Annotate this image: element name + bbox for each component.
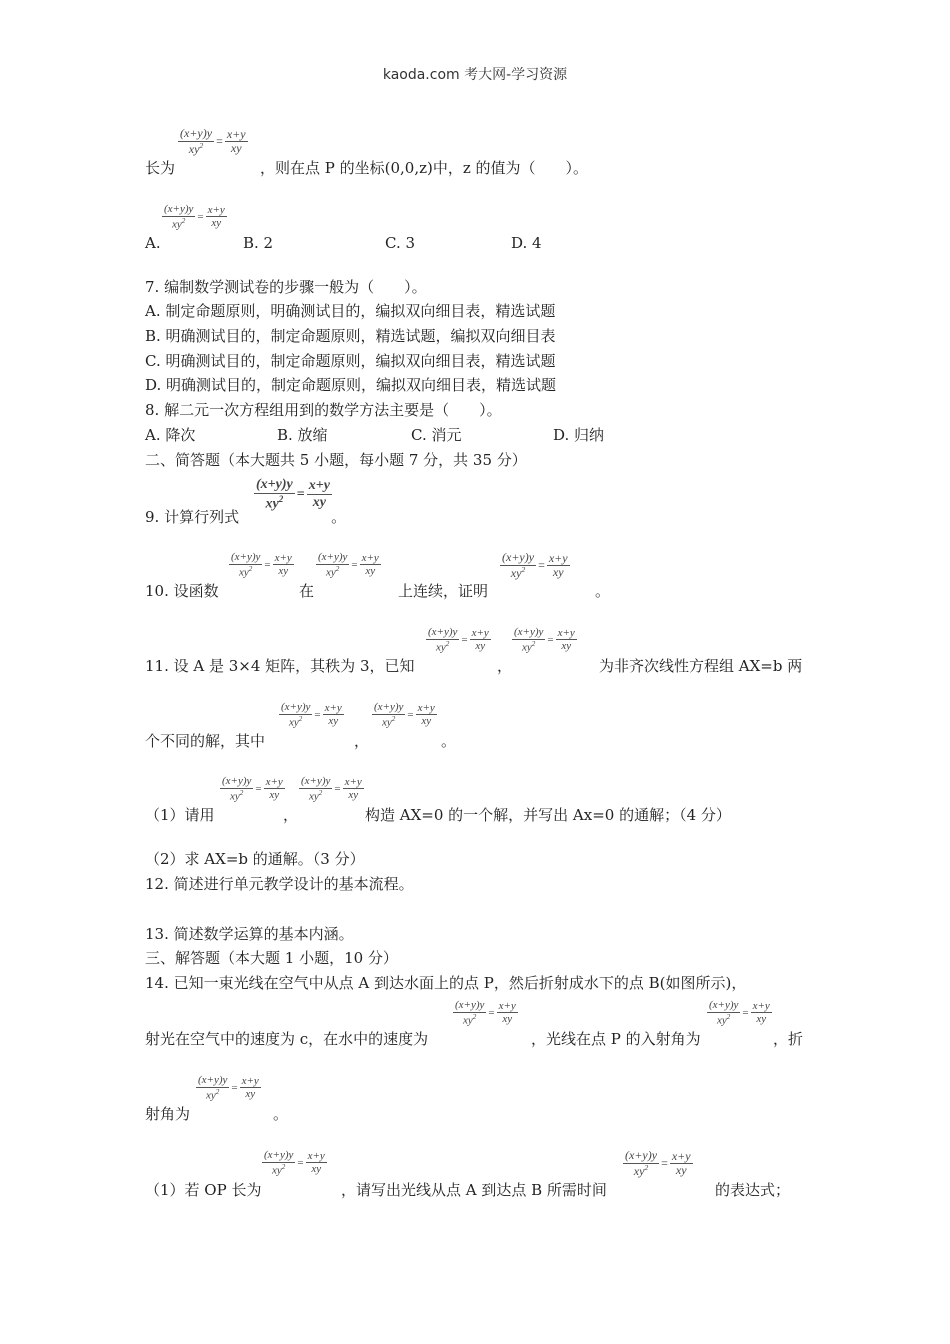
formula-image: $\frac{(x+y)y}{xy^2}$ = $\frac{x+y}{xy}$ xyxy=(455,999,516,1027)
q8-stem: 8. 解二元一次方程组用到的数学方法主要是（ ）。 xyxy=(145,401,502,419)
formula-image: $\frac{(x+y)y}{xy^2}$ = $\frac{x+y}{xy}$ xyxy=(231,551,292,579)
formula-container xyxy=(279,700,344,729)
q8-option-b: B. 放缩 xyxy=(277,426,328,444)
q14-part1 xyxy=(145,1180,791,1200)
formula-container xyxy=(178,126,248,157)
q11-line2 xyxy=(145,731,457,751)
q7-option-b: B. 明确测试目的，制定命题原则，精选试题，编拟双向细目表 xyxy=(145,327,556,345)
q14-line1: 14. 已知一束光线在空气中从点 A 到达水面上的点 P，然后折射成水下的点 B(如图所示)， xyxy=(145,974,747,992)
formula-image: $\frac{(x+y)y}{xy^2}$ = $\frac{x+y}{xy}$ xyxy=(301,775,362,803)
formula-image: $\frac{(x+y)y}{xy^2}$ = $\frac{x+y}{xy}$ xyxy=(374,701,435,729)
q11-text-post: 为非齐次线性方程组 AX=b 两 xyxy=(599,657,803,675)
q14-text-speed: 射光在空气中的速度为 c，在水中的速度为 xyxy=(145,1030,429,1048)
q10-period: 。 xyxy=(595,582,611,600)
formula-image: $\frac{(x+y)y}{xy^2}$ = $\frac{x+y}{xy}$ xyxy=(256,477,330,512)
q11-comma-3: ， xyxy=(283,806,299,824)
formula-image: $\frac{(x+y)y}{xy^2}$ = $\frac{x+y}{xy}$ xyxy=(222,775,283,803)
q6-line xyxy=(145,158,588,178)
q10-text-in: 在 xyxy=(299,582,315,600)
q14-part1-pre: （1）若 OP 长为 xyxy=(145,1181,262,1199)
q11-part1 xyxy=(145,805,731,825)
page-header: kaoda.com 考大网-学习资源 xyxy=(382,67,568,83)
q11-part1-pre: （1）请用 xyxy=(145,806,215,824)
q14-text-refraction: 射角为 xyxy=(145,1105,191,1123)
formula-container xyxy=(623,1148,693,1179)
formula-container xyxy=(229,550,294,579)
q9-line xyxy=(145,507,346,527)
q11-part2: （2）求 AX=b 的通解。（3 分） xyxy=(145,850,365,868)
formula-container xyxy=(426,625,491,654)
q7-option-c: C. 明确测试目的，制定命题原则，编拟双向细目表，精选试题 xyxy=(145,352,556,370)
formula-container xyxy=(220,774,285,803)
q8-options xyxy=(145,425,745,445)
formula-image: $\frac{(x+y)y}{xy^2}$ = $\frac{x+y}{xy}$ xyxy=(198,1074,259,1102)
formula-container xyxy=(299,774,364,803)
q11-comma: ， xyxy=(497,657,513,675)
section-2-title: 二、简答题（本大题共 5 小题，每小题 7 分，共 35 分） xyxy=(145,451,527,469)
q6-text-pre: 长为 xyxy=(145,159,176,177)
q7-option-a: A. 制定命题原则，明确测试目的，编拟双向细目表，精选试题 xyxy=(145,302,556,320)
q6-option-d: D. 4 xyxy=(511,234,542,252)
formula-image: $\frac{(x+y)y}{xy^2}$ = $\frac{x+y}{xy}$ xyxy=(264,1149,325,1177)
q8-option-a: A. 降次 xyxy=(145,426,196,444)
q10-text-continuous: 上连续，证明 xyxy=(398,582,489,600)
formula-image: $\frac{(x+y)y}{xy^2}$ = $\frac{x+y}{xy}$ xyxy=(164,203,225,231)
q7-option-d: D. 明确测试目的，制定命题原则，编拟双向细目表，精选试题 xyxy=(145,376,557,394)
formula-container xyxy=(500,550,570,581)
q11-text-line2: 个不同的解，其中 xyxy=(145,732,266,750)
q6-text-post: ，则在点 P 的坐标(0,0,z)中，z 的值为（ ）。 xyxy=(260,159,589,177)
q8-option-d: D. 归纳 xyxy=(553,426,605,444)
q10-line xyxy=(145,581,611,601)
q11-part1-post: 构造 AX=0 的一个解，并写出 Ax=0 的通解；（4 分） xyxy=(365,806,731,824)
formula-container xyxy=(453,998,518,1027)
q8-option-c: C. 消元 xyxy=(411,426,462,444)
formula-container xyxy=(372,700,437,729)
formula-image: $\frac{(x+y)y}{xy^2}$ = $\frac{x+y}{xy}$ xyxy=(180,126,246,156)
q14-line2 xyxy=(145,1029,804,1049)
q11-line1 xyxy=(145,656,803,676)
q9-text: 9. 计算行列式 xyxy=(145,508,240,526)
q14-period: 。 xyxy=(273,1105,289,1123)
q11-comma-2: ， xyxy=(354,732,370,750)
q6-option-b: B. 2 xyxy=(243,234,274,252)
q11-text-pre: 11. 设 A 是 3×4 矩阵，其秩为 3，已知 xyxy=(145,657,415,675)
q6-option-c: C. 3 xyxy=(385,234,416,252)
q14-line3 xyxy=(145,1104,289,1124)
formula-image: $\frac{(x+y)y}{xy^2}$ = $\frac{x+y}{xy}$ xyxy=(625,1148,691,1178)
formula-container xyxy=(162,202,227,231)
formula-image: $\frac{(x+y)y}{xy^2}$ = $\frac{x+y}{xy}$ xyxy=(514,626,575,654)
formula-container xyxy=(512,625,577,654)
formula-image: $\frac{(x+y)y}{xy^2}$ = $\frac{x+y}{xy}$ xyxy=(502,550,568,580)
q9-period: 。 xyxy=(331,508,347,526)
q14-text-fold: ，折 xyxy=(773,1030,804,1048)
formula-image: $\frac{(x+y)y}{xy^2}$ = $\frac{x+y}{xy}$ xyxy=(709,999,770,1027)
formula-image: $\frac{(x+y)y}{xy^2}$ = $\frac{x+y}{xy}$ xyxy=(428,626,489,654)
formula-image: $\frac{(x+y)y}{xy^2}$ = $\frac{x+y}{xy}$ xyxy=(281,701,342,729)
q14-text-incidence: ，光线在点 P 的入射角为 xyxy=(531,1030,701,1048)
formula-container xyxy=(707,998,772,1027)
q14-part1-mid: ，请写出光线从点 A 到达点 B 所需时间 xyxy=(341,1181,607,1199)
q6-option-a: A. xyxy=(145,234,161,252)
q14-part1-post: 的表达式； xyxy=(715,1181,791,1199)
formula-container xyxy=(262,1148,327,1177)
formula-container xyxy=(316,550,381,579)
q10-text-pre: 10. 设函数 xyxy=(145,582,219,600)
q6-options xyxy=(145,233,542,253)
section-3-title: 三、解答题（本大题 1 小题，10 分） xyxy=(145,949,398,967)
formula-image: $\frac{(x+y)y}{xy^2}$ = $\frac{x+y}{xy}$ xyxy=(318,551,379,579)
formula-container xyxy=(196,1073,261,1102)
q13: 13. 简述数学运算的基本内涵。 xyxy=(145,925,354,943)
q11-period: 。 xyxy=(441,732,457,750)
q7-stem: 7. 编制数学测试卷的步骤一般为（ ）。 xyxy=(145,278,427,296)
q12: 12. 简述进行单元教学设计的基本流程。 xyxy=(145,875,414,893)
